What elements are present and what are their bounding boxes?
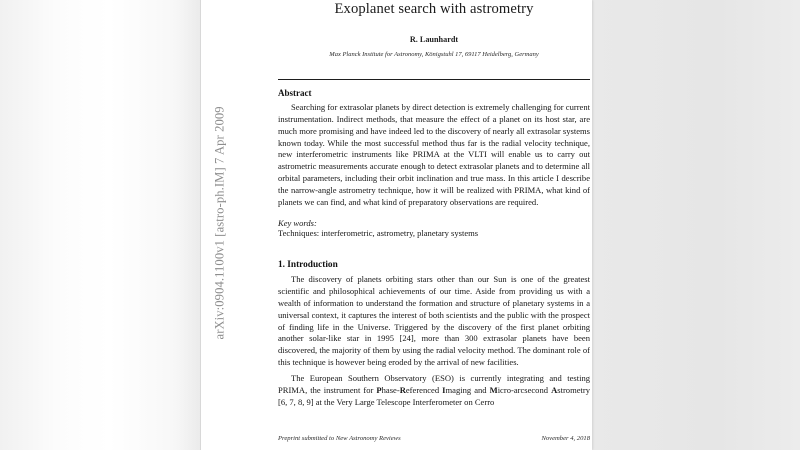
- section-heading-introduction: 1. Introduction: [278, 260, 338, 271]
- viewer-right-background: [592, 0, 800, 450]
- prima-paragraph-lead: The European Southern Observatory (ESO) is currently integrating and testing PRIMA, the instrument for: [278, 372, 590, 395]
- page-footer: [278, 435, 590, 442]
- keywords-text: Techniques: interferometric, astrometry, planetary systems: [278, 227, 479, 238]
- keywords-label: Key words:: [278, 217, 317, 228]
- footer-right-date: November 4, 2018: [541, 435, 590, 442]
- prima-word-imaging: maging and: [445, 384, 490, 395]
- prima-acronym: [376, 385, 590, 395]
- paper-author: R. Launhardt: [409, 35, 459, 44]
- prima-letter-i: I: [442, 384, 446, 395]
- abstract-heading: Abstract: [278, 88, 312, 98]
- paper-title: Exoplanet search with astrometry: [334, 1, 534, 17]
- introduction-paragraph-1: The discovery of planets orbiting stars other than our Sun is one of the greatest scientific and philosophical achievements of our time. Aside from providing us with a wealth of information to understand the formation and structure of planetary systems in a universal context, it captures the interest of both scientists and the public with the prospect of finding life in the Universe. Triggered by the discovery of the first planet orbiting another solar-like star in 1995 [24], more than 300 extrasolar planets have been discovered, the majority of them by using the radial velocity method. The dominant role of this technique is however being eroded by the arrival of new facilities.: [278, 274, 590, 368]
- prima-letter-m: M: [489, 384, 498, 395]
- introduction-paragraph-2: [278, 373, 590, 409]
- prima-letter-r: R: [399, 384, 406, 395]
- prima-letter-p: P: [376, 384, 382, 395]
- prima-letter-a: A: [551, 384, 558, 395]
- prima-word-phase: hase-: [381, 384, 400, 395]
- prima-word-referenced: eferenced: [405, 384, 443, 395]
- abstract-divider-rule: [278, 79, 590, 80]
- prima-word-astrometry: strometry: [557, 384, 591, 395]
- abstract-body: Searching for extrasolar planets by direct detection is extremely challenging for current instrumentation. Indirect methods, that measure the effect of a planet on its host star, are much more promising and have indeed led to the discovery of nearly all extrasolar systems known today. While the most successful method thus far is the radial velocity technique, new interferometric instruments like PRIMA at the VLTI will enable us to carry out astrometric measurements accurate enough to detect extrasolar planets and to determine all orbital parameters, including their orbit inclination and true mass. In this article I describe the narrow-angle astrometry technique, how it will be realized with PRIMA, what kind of planets we can find, and what kind of preparatory observations are required.: [278, 102, 590, 207]
- footer-left-text: Preprint submitted to New Astronomy Reviews: [278, 435, 401, 442]
- arxiv-identifier-stamp: arXiv:0904.1100v1 [astro-ph.IM] 7 Apr 2009: [212, 106, 227, 340]
- viewer-left-background: [0, 0, 200, 450]
- page-text-column: [278, 0, 590, 450]
- paper-affiliation: Max Planck Institute for Astronomy, Königstuhl 17, 69117 Heidelberg, Germany: [329, 51, 539, 58]
- prima-paragraph-tail: [6, 7, 8, 9] at the Very Large Telescope Interferometer on Cerro: [278, 396, 495, 407]
- prima-word-micro: icro-arcsecond: [497, 384, 552, 395]
- paper-page[interactable]: [201, 0, 592, 450]
